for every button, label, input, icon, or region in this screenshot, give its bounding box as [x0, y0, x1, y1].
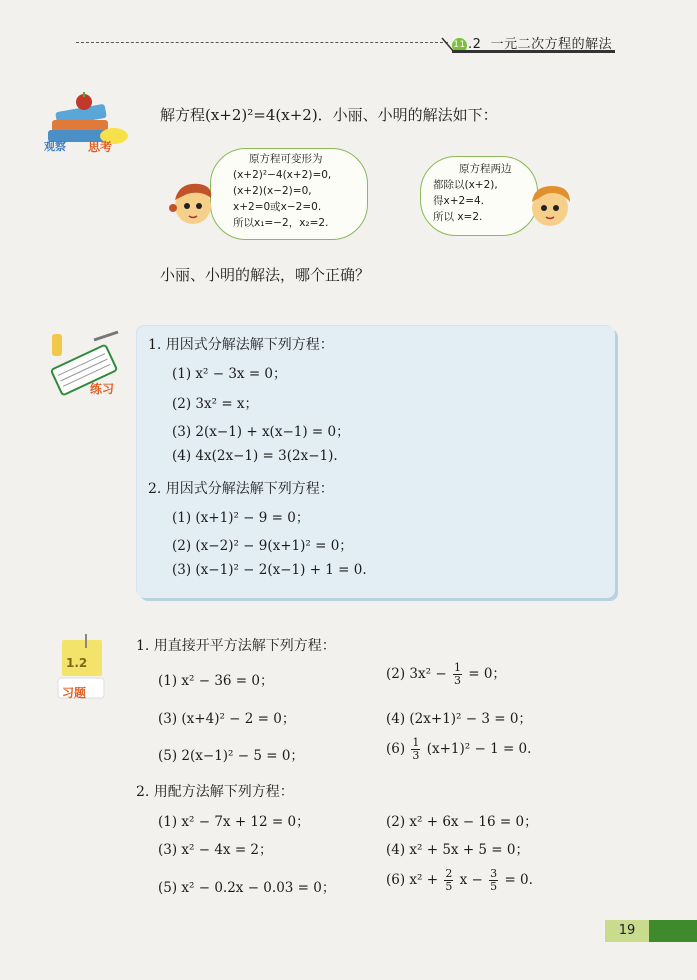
exercise-q2-item: (5) x² − 0.2x − 0.03 = 0；	[158, 880, 336, 896]
exercise-icon-number: 1.2	[66, 656, 88, 670]
practice-q1-item: (3) 2(x−1) + x(x−1) = 0；	[172, 424, 350, 440]
exercise-q2-title: 2. 用配方法解下列方程：	[136, 784, 294, 800]
practice-q2-item: (1) (x+1)² − 9 = 0；	[172, 510, 310, 526]
xiaoli-avatar-icon	[165, 178, 217, 228]
xiaoming-speech-bubble: 原方程两边 都除以(x+2), 得x+2=4. 所以 x=2.	[420, 156, 538, 236]
practice-q1-title: 1. 用因式分解法解下列方程：	[148, 337, 334, 353]
fraction: $\frac{1}{3}$	[453, 661, 461, 687]
header-underline	[452, 50, 615, 53]
practice-q2-item: (3) (x−1)² − 2(x−1) + 1 = 0.	[172, 562, 367, 578]
exercise-q1-title: 1. 用直接开平方法解下列方程：	[136, 638, 336, 654]
think-question: 小丽、小明的解法，哪个正确？	[160, 266, 371, 284]
practice-icon-label: 练习	[90, 382, 115, 396]
think-icon-label-pre: 观察	[44, 140, 66, 153]
exercise-icon-label: 习题	[62, 686, 87, 700]
exercise-q2-item: (3) x² − 4x = 2；	[158, 842, 273, 858]
fraction: $\frac{1}{3}$	[412, 736, 420, 762]
xiaoli-speech-bubble: 原方程可变形为 (x+2)²−4(x+2)=0, (x+2)(x−2)=0, x+2=0或x−2=0. 所以x₁=−2，x₂=2.	[210, 148, 368, 240]
exercise-q1-item: (3) (x+4)² − 2 = 0；	[158, 711, 296, 727]
exercise-q2-item: (1) x² − 7x + 12 = 0；	[158, 814, 310, 830]
chapter-badge: 11	[452, 38, 467, 53]
practice-q1-item: (1) x² − 3x = 0；	[172, 366, 287, 382]
exercise-q1-item: (4) (2x+1)² − 3 = 0；	[386, 711, 532, 727]
exercise-q1-item: (5) 2(x−1)² − 5 = 0；	[158, 748, 304, 764]
practice-q1-item: (4) 4x(2x−1) = 3(2x−1).	[172, 448, 338, 464]
xiaoming-avatar-icon	[526, 180, 578, 230]
page-number: 19	[605, 920, 649, 942]
exercise-q2-item: (2) x² + 6x − 16 = 0；	[386, 814, 538, 830]
exercise-q1-item-2: (2) 3x² − $\frac{1}{3}$ = 0；	[386, 661, 506, 687]
fraction: $\frac{2}{5}$	[445, 867, 453, 893]
think-intro: 解方程(x+2)²=4(x+2)．小丽、小明的解法如下：	[160, 106, 498, 124]
exercise-q2-item: (4) x² + 5x + 5 = 0；	[386, 842, 530, 858]
exercise-q1-item: (1) x² − 36 = 0；	[158, 673, 274, 689]
think-icon-label: 思考	[88, 140, 113, 154]
exercise-q1-item-6: (6) $\frac{1}{3}$ (x+1)² − 1 = 0.	[386, 736, 532, 762]
header-dashed-line	[76, 42, 448, 43]
practice-q2-title: 2. 用因式分解法解下列方程：	[148, 481, 334, 497]
practice-q2-item: (2) (x−2)² − 9(x+1)² = 0；	[172, 538, 353, 554]
practice-q1-item: (2) 3x² = x；	[172, 396, 259, 412]
header-section-title: 11 .2 一元二次方程的解法	[453, 37, 613, 52]
fraction: $\frac{3}{5}$	[490, 867, 498, 893]
exercise-q2-item-6: (6) x² + $\frac{2}{5}$ x − $\frac{3}{5}$ = 0.	[386, 867, 533, 893]
